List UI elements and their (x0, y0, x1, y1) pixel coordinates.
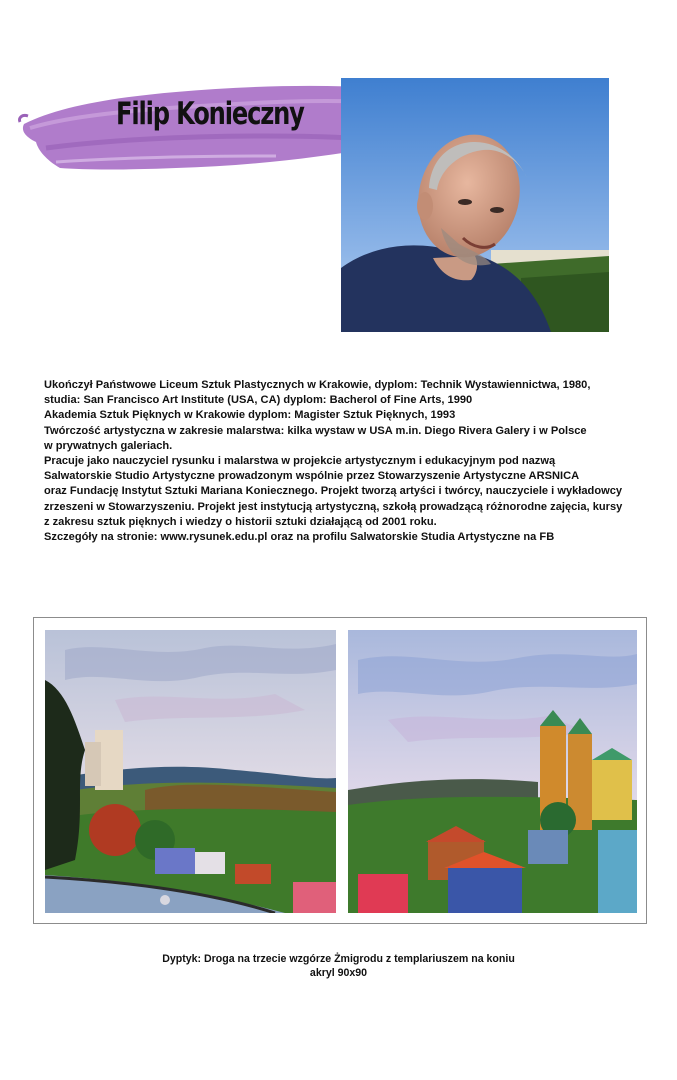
bio-line: Akademia Sztuk Pięknych w Krakowie dyplom: Magister Sztuk Pięknych, 1993 (44, 409, 456, 422)
bio-line: Szczegóły na stronie: www.rysunek.edu.pl oraz na profilu Salwatorskie Studia Artystyczne na FB (44, 531, 555, 544)
artist-biography (44, 378, 664, 545)
bio-line: z zakresu sztuk pięknych i wiedzy o historii sztuki działającą od 2001 roku. (44, 515, 437, 528)
bio-line: Salwatorskie Studio Artystyczne prowadzonym wspólnie przez Stowarzyszenie Artystyczne ARSNICA (44, 470, 580, 483)
bio-line: w prywatnych galeriach. (44, 439, 173, 452)
painting-left-panel (45, 630, 336, 913)
artwork-caption (0, 952, 677, 980)
bio-line: zrzeszeni w Stowarzyszeniu. Projekt jest instytucją artystyczną, szkołą prowadzącą różnorodne zajęcia, kursy (44, 500, 623, 513)
caption-medium: akryl 90x90 (309, 967, 368, 979)
artist-portrait-photo (341, 78, 609, 332)
bio-line: Ukończył Państwowe Liceum Sztuk Plastycznych w Krakowie, dyplom: Technik Wystawiennictwa, 1980, (44, 379, 591, 391)
bio-line: Twórczość artystyczna w zakresie malarstwa: kilka wystaw w USA m.in. Diego Rivera Galery i w Polsce (44, 424, 587, 437)
bio-line: studia: San Francisco Art Institute (USA, CA) dyplom: Bacherol of Fine Arts, 1990 (44, 394, 473, 407)
diptych-frame (33, 617, 647, 924)
caption-title: Dyptyk: Droga na trzecie wzgórze Żmigrodu z templariuszem na koniu (162, 953, 515, 965)
bio-line: Pracuje jako nauczyciel rysunku i malarstwa w projekcie artystycznym i edukacyjnym pod nazwą (44, 455, 556, 468)
bio-line: oraz Fundację Instytut Sztuki Mariana Koniecznego. Projekt tworzą artyści i twórcy, nauczyciele i wykładowcy (44, 485, 623, 498)
artist-name: Filip Konieczny (116, 96, 304, 132)
painting-right-panel (348, 630, 637, 913)
